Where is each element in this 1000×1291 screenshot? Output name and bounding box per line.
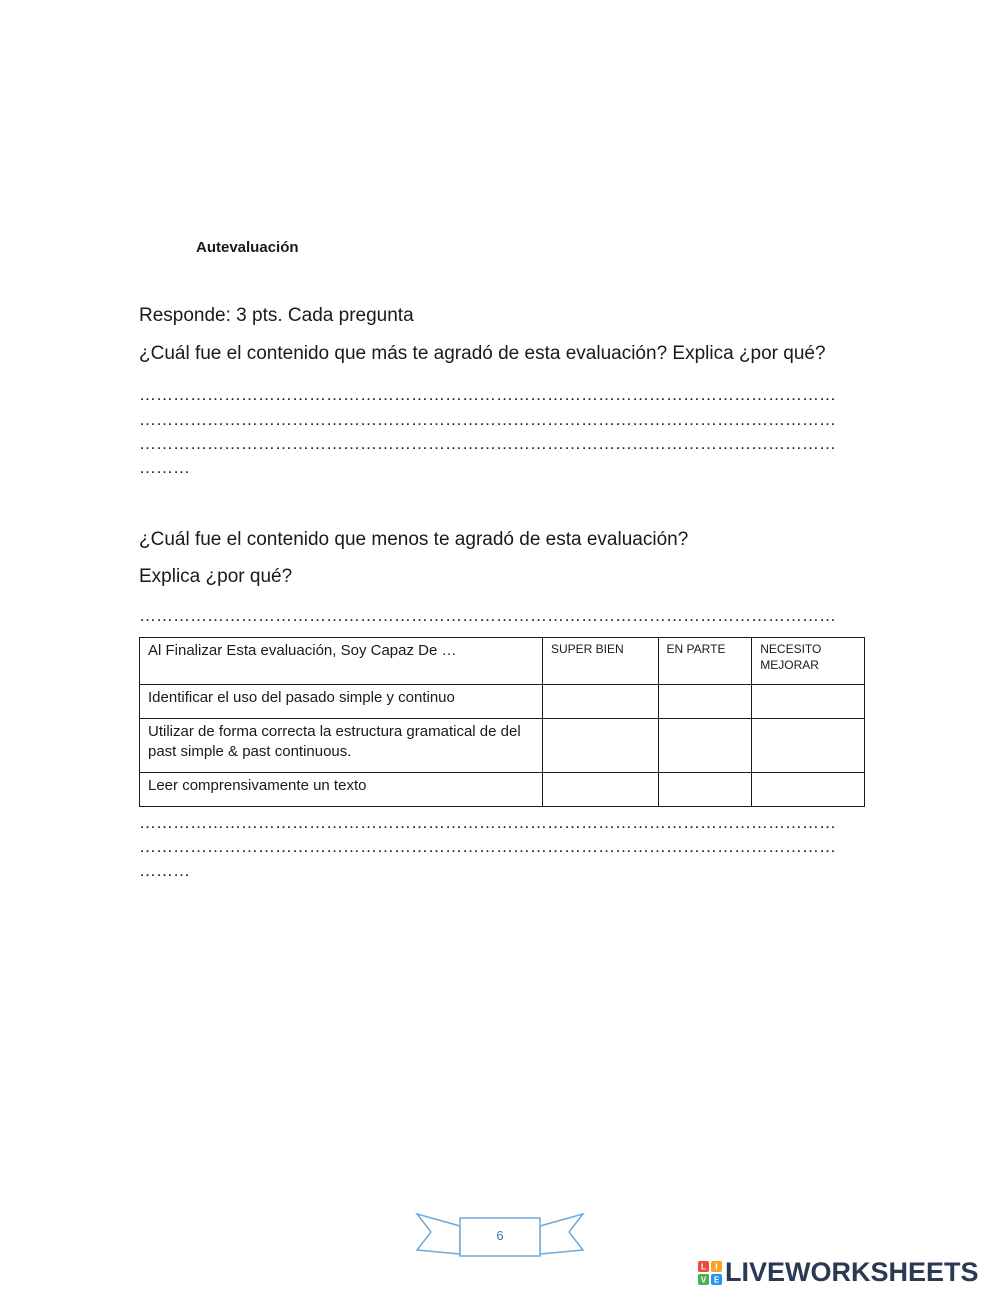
answer-line[interactable]: …………………………………………………………………………………………………………… (139, 813, 836, 832)
rating-cell-super-bien[interactable] (543, 719, 659, 773)
brand-logo (698, 1257, 979, 1288)
svg-text:L: L (701, 1262, 706, 1271)
answer-line[interactable]: ……… (139, 458, 190, 477)
skill-cell: Identificar el uso del pasado simple y continuo (140, 685, 543, 719)
table-row (140, 773, 865, 807)
rating-cell-necesito-mejorar[interactable] (752, 685, 865, 719)
rating-cell-super-bien[interactable] (543, 773, 659, 807)
answer-line[interactable]: …………………………………………………………………………………………………………… (139, 410, 836, 429)
rating-cell-necesito-mejorar[interactable] (752, 773, 865, 807)
self-evaluation-table (139, 637, 865, 807)
rating-cell-super-bien[interactable] (543, 685, 659, 719)
header-skill: Al Finalizar Esta evaluación, Soy Capaz De … (140, 638, 543, 685)
section-title: Autevaluación (196, 239, 299, 256)
page-number: 6 (496, 1228, 504, 1243)
header-necesito-mejorar: NECESITO MEJORAR (752, 638, 865, 685)
skill-cell: Leer comprensivamente un texto (140, 773, 543, 807)
question-2: ¿Cuál fue el contenido que menos te agradó de esta evaluación? (139, 529, 689, 550)
answer-line[interactable]: …………………………………………………………………………………………………………… (139, 385, 836, 404)
header-super-bien: SUPER BIEN (543, 638, 659, 685)
rating-cell-en-parte[interactable] (658, 719, 752, 773)
rating-cell-en-parte[interactable] (658, 685, 752, 719)
answer-line[interactable]: …………………………………………………………………………………………………………… (139, 837, 836, 856)
table-header-row (140, 638, 865, 685)
answer-line[interactable]: ……… (139, 861, 190, 880)
table-row (140, 719, 865, 773)
liveworksheets-logo-icon (698, 1261, 722, 1285)
table-row (140, 685, 865, 719)
svg-text:I: I (715, 1262, 718, 1271)
instruction-text: Responde: 3 pts. Cada pregunta (139, 305, 414, 326)
header-en-parte: EN PARTE (658, 638, 752, 685)
svg-text:V: V (700, 1275, 707, 1284)
svg-text:E: E (713, 1275, 720, 1284)
answer-line[interactable]: …………………………………………………………………………………………………………… (139, 606, 836, 625)
question-2-explain: Explica ¿por qué? (139, 566, 293, 587)
rating-cell-necesito-mejorar[interactable] (752, 719, 865, 773)
answer-line[interactable]: …………………………………………………………………………………………………………… (139, 434, 836, 453)
question-1: ¿Cuál fue el contenido que más te agradó de esta evaluación? Explica ¿por qué? (139, 343, 826, 364)
skill-cell: Utilizar de forma correcta la estructura gramatical de del past simple & past continuous. (140, 719, 543, 773)
rating-cell-en-parte[interactable] (658, 773, 752, 807)
brand-name: LIVEWORKSHEETS (725, 1257, 979, 1287)
